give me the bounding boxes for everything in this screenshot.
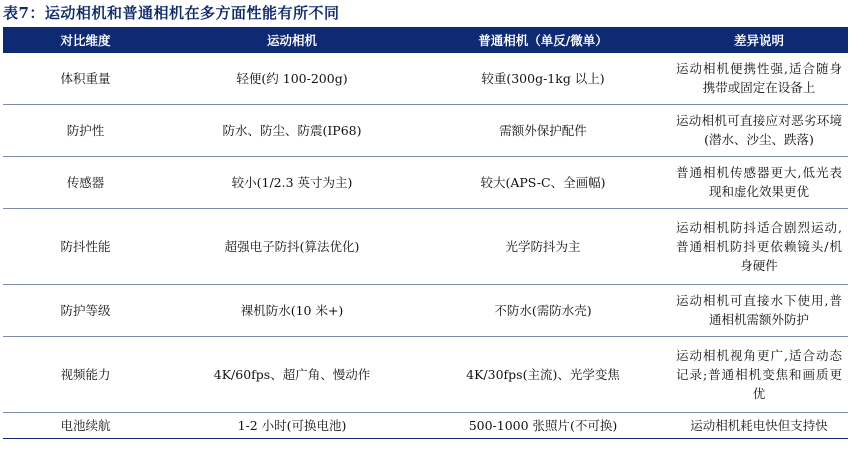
header-difference: 差异说明	[670, 27, 848, 53]
cell-regular-camera: 500-1000 张照片(不可换)	[416, 412, 670, 438]
cell-dimension: 防护性	[3, 104, 168, 156]
cell-regular-camera: 4K/30fps(主流)、光学变焦	[416, 336, 670, 412]
cell-dimension: 防护等级	[3, 284, 168, 336]
table-header-row	[3, 27, 848, 53]
table-row	[3, 104, 848, 156]
cell-regular-camera: 不防水(需防水壳)	[416, 284, 670, 336]
cell-difference: 普通相机传感器更大,低光表现和虚化效果更优	[670, 156, 848, 208]
cell-regular-camera: 光学防抖为主	[416, 208, 670, 284]
cell-action-camera: 超强电子防抖(算法优化)	[168, 208, 416, 284]
cell-difference: 运动相机可直接水下使用,普通相机需额外防护	[670, 284, 848, 336]
cell-difference: 运动相机便携性强,适合随身携带或固定在设备上	[670, 53, 848, 104]
cell-difference: 运动相机耗电快但支持快	[670, 412, 848, 438]
cell-action-camera: 防水、防尘、防震(IP68)	[168, 104, 416, 156]
header-regular-camera: 普通相机（单反/微单）	[416, 27, 670, 53]
cell-regular-camera: 较大(APS-C、全画幅)	[416, 156, 670, 208]
table-row	[3, 412, 848, 438]
cell-dimension: 视频能力	[3, 336, 168, 412]
comparison-table	[3, 27, 848, 439]
table-row	[3, 336, 848, 412]
cell-dimension: 防抖性能	[3, 208, 168, 284]
cell-action-camera: 裸机防水(10 米+)	[168, 284, 416, 336]
cell-action-camera: 4K/60fps、超广角、慢动作	[168, 336, 416, 412]
cell-difference: 运动相机视角更广,适合动态记录;普通相机变焦和画质更优	[670, 336, 848, 412]
table-title: 表7：运动相机和普通相机在多方面性能有所不同	[3, 4, 340, 22]
cell-regular-camera: 较重(300g-1kg 以上)	[416, 53, 670, 104]
cell-regular-camera: 需额外保护配件	[416, 104, 670, 156]
header-dimension: 对比维度	[3, 27, 168, 53]
table-row	[3, 156, 848, 208]
cell-dimension: 体积重量	[3, 53, 168, 104]
table-row	[3, 53, 848, 104]
cell-action-camera: 1-2 小时(可换电池)	[168, 412, 416, 438]
cell-difference: 运动相机可直接应对恶劣环境(潜水、沙尘、跌落)	[670, 104, 848, 156]
cell-action-camera: 轻便(约 100-200g)	[168, 53, 416, 104]
table-row	[3, 208, 848, 284]
cell-dimension: 传感器	[3, 156, 168, 208]
cell-dimension: 电池续航	[3, 412, 168, 438]
header-action-camera: 运动相机	[168, 27, 416, 53]
cell-difference: 运动相机防抖适合剧烈运动,普通相机防抖更依赖镜头/机身硬件	[670, 208, 848, 284]
cell-action-camera: 较小(1/2.3 英寸为主)	[168, 156, 416, 208]
table-row	[3, 284, 848, 336]
